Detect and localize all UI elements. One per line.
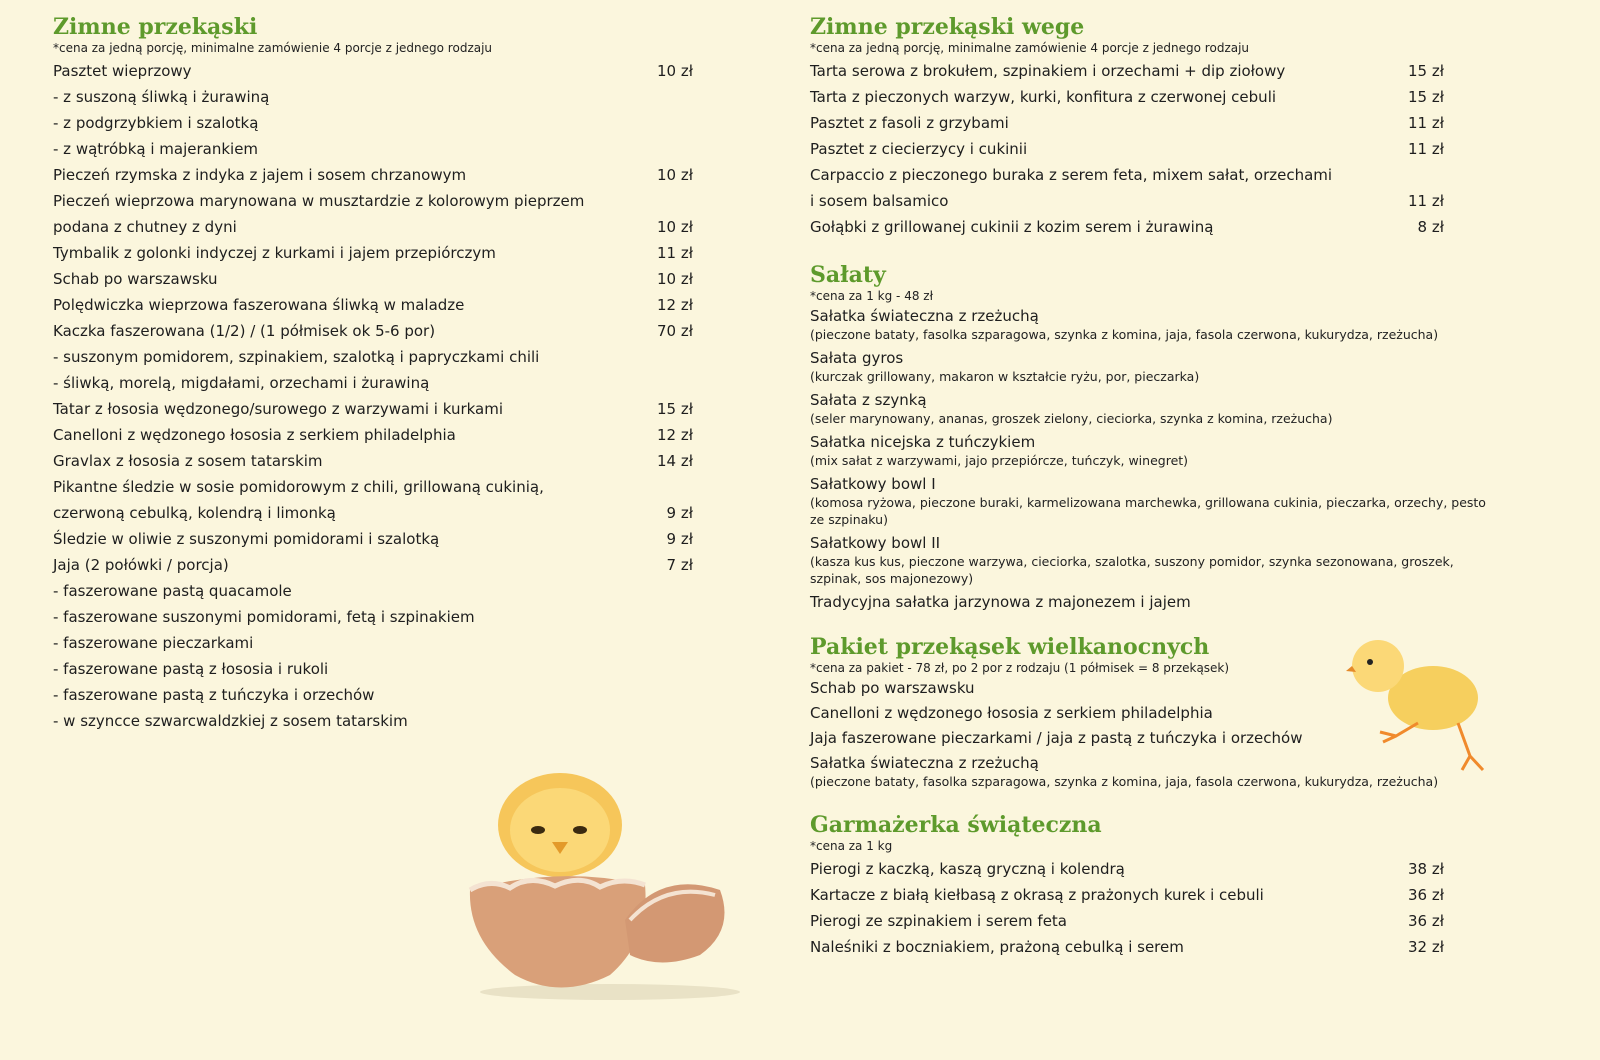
menu-item-name: Carpaccio z pieczonego buraka z serem feta, mixem sałat, orzechami (810, 166, 1333, 184)
menu-item-name: Gravlax z łososia z sosem tatarskim (53, 452, 323, 470)
menu-item-name: Tatar z łososia wędzonego/surowego z warzywami i kurkami (53, 400, 504, 418)
menu-item-price: 38 zł (1408, 860, 1444, 878)
section-title: Zimne przekąski wege (810, 14, 1085, 40)
menu-item-price: 15 zł (657, 400, 693, 418)
menu-item (810, 533, 1490, 587)
menu-item-name: - faszerowane suszonymi pomidorami, fetą i szpinakiem (53, 608, 475, 626)
menu-item (810, 136, 1444, 162)
menu-item-price: 9 zł (666, 504, 693, 522)
section-title: Pakiet przekąsek wielkanocnych (810, 634, 1210, 660)
menu-item-name: - z suszoną śliwką i żurawiną (53, 88, 270, 106)
menu-item (810, 348, 1490, 385)
menu-item-name: Pieczeń wieprzowa marynowana w musztardzie z kolorowym pieprzem (53, 192, 585, 210)
menu-item (53, 578, 693, 604)
menu-item-name: Schab po warszawsku (810, 679, 975, 697)
menu-item-name: Tymbalik z golonki indyczej z kurkami i jajem przepiórczym (53, 244, 496, 262)
menu-item-name: podana z chutney z dyni (53, 218, 237, 236)
menu-item-name: Sałata z szynką (810, 391, 927, 409)
menu-item (53, 474, 693, 500)
menu-item-name: Tarta serowa z brokułem, szpinakiem i orzechami + dip ziołowy (810, 62, 1286, 80)
menu-item-description: (kasza kus kus, pieczone warzywa, cieciorka, szalotka, suszony pomidor, szynka sezonowana, groszek, szpinak, sos majonezowy) (810, 554, 1454, 586)
menu-item (53, 292, 693, 318)
menu-item (810, 856, 1444, 882)
menu-item (53, 396, 693, 422)
menu-item-name: czerwoną cebulką, kolendrą i limonką (53, 504, 336, 522)
menu-item-price: 11 zł (1408, 114, 1444, 132)
menu-item-name: Sałata gyros (810, 349, 904, 367)
menu-item-name: Kaczka faszerowana (1/2) / (1 półmisek ok 5-6 por) (53, 322, 436, 340)
menu-item-name: Sałatka nicejska z tuńczykiem (810, 433, 1036, 451)
menu-item (810, 58, 1444, 84)
menu-item-price: 15 zł (1408, 62, 1444, 80)
menu-item-description: (pieczone bataty, fasolka szparagowa, szynka z komina, jaja, fasola czerwona, kukurydza, rzeżucha) (810, 327, 1439, 342)
menu-item-name: Pierogi z kaczką, kaszą gryczną i kolendrą (810, 860, 1125, 878)
menu-item (810, 188, 1444, 214)
menu-item-description: (kurczak grillowany, makaron w kształcie ryżu, por, pieczarka) (810, 369, 1200, 384)
menu-item (53, 58, 693, 84)
walking-chick-icon (1338, 628, 1498, 778)
section-zimne-przekaski-wege (810, 14, 1490, 240)
menu-item (810, 306, 1490, 343)
menu-item-description: (seler marynowany, ananas, groszek zielony, cieciorka, szynka z komina, rzeżucha) (810, 411, 1333, 426)
section-note: *cena za jedną porcję, minimalne zamówienie 4 porcje z jednego rodzaju (810, 41, 1250, 55)
menu-item-name: Jaja faszerowane pieczarkami / jaja z pastą z tuńczyka i orzechów (810, 729, 1303, 747)
menu-item-price: 14 zł (657, 452, 693, 470)
menu-item-name: Pasztet z ciecierzycy i cukinii (810, 140, 1028, 158)
menu-item-price: 15 zł (1408, 88, 1444, 106)
menu-item-price: 10 zł (657, 166, 693, 184)
menu-item-name: Śledzie w oliwie z suszonymi pomidorami i szalotką (53, 530, 440, 548)
menu-item-name: Gołąbki z grillowanej cukinii z kozim serem i żurawiną (810, 218, 1214, 236)
menu-item-price: 10 zł (657, 218, 693, 236)
menu-item-name: Naleśniki z boczniakiem, prażoną cebulką i serem (810, 938, 1184, 956)
menu-item (810, 84, 1444, 110)
menu-item (53, 422, 693, 448)
section-garmazerka (810, 812, 1490, 960)
menu-item-price: 12 zł (657, 426, 693, 444)
menu-item (53, 552, 693, 578)
menu-item (810, 882, 1444, 908)
section-note: *cena za jedną porcję, minimalne zamówienie 4 porcje z jednego rodzaju (53, 41, 493, 55)
menu-item (53, 682, 693, 708)
left-column (53, 14, 693, 756)
menu-item (810, 162, 1444, 188)
menu-item-price: 36 zł (1408, 912, 1444, 930)
menu-item-price: 36 zł (1408, 886, 1444, 904)
menu-item-name: i sosem balsamico (810, 192, 949, 210)
menu-item-name: Kartacze z białą kiełbasą z okrasą z prażonych kurek i cebuli (810, 886, 1264, 904)
menu-item-name: Polędwiczka wieprzowa faszerowana śliwką w maladze (53, 296, 465, 314)
menu-item-name: Pieczeń rzymska z indyka z jajem i sosem chrzanowym (53, 166, 467, 184)
menu-item-name: Pasztet z fasoli z grzybami (810, 114, 1009, 132)
menu-item-price: 10 zł (657, 270, 693, 288)
section-title: Zimne przekąski (53, 14, 258, 40)
menu-item (53, 604, 693, 630)
menu-item-name: - śliwką, morelą, migdałami, orzechami i żurawiną (53, 374, 430, 392)
menu-item-price: 11 zł (1408, 192, 1444, 210)
menu-item-name: Tradycyjna sałatka jarzynowa z majonezem i jajem (810, 593, 1191, 611)
menu-item (53, 448, 693, 474)
menu-item-name: - faszerowane pieczarkami (53, 634, 254, 652)
menu-item-description: (mix sałat z warzywami, jajo przepiórcze, tuńczyk, winegret) (810, 453, 1189, 468)
menu-item-description: (komosa ryżowa, pieczone buraki, karmelizowana marchewka, grillowana cukinia, pieczarka, orzechy, pesto ze szpinaku) (810, 495, 1486, 527)
section-title: Sałaty (810, 262, 886, 288)
menu-item-name: Tarta z pieczonych warzyw, kurki, konfitura z czerwonej cebuli (810, 88, 1277, 106)
menu-item-price: 10 zł (657, 62, 693, 80)
menu-item (810, 592, 1490, 612)
menu-item-price: 11 zł (657, 244, 693, 262)
menu-item-price: 32 zł (1408, 938, 1444, 956)
section-note: *cena za pakiet - 78 zł, po 2 por z rodzaju (1 półmisek = 8 przekąsek) (810, 661, 1230, 675)
menu-item-name: Sałatka świateczna z rzeżuchą (810, 307, 1039, 325)
menu-item (810, 934, 1444, 960)
menu-list (810, 306, 1490, 612)
menu-item-price: 70 zł (657, 322, 693, 340)
menu-item-price: 9 zł (666, 530, 693, 548)
menu-item-name: - faszerowane pastą z tuńczyka i orzechów (53, 686, 375, 704)
menu-item (810, 110, 1444, 136)
menu-item-name: Jaja (2 połówki / porcja) (53, 556, 229, 574)
menu-item-name: Pasztet wieprzowy (53, 62, 192, 80)
menu-item-name: Schab po warszawsku (53, 270, 218, 288)
section-zimne-przekaski (53, 14, 693, 734)
menu-list (810, 58, 1490, 240)
section-title: Garmażerka świąteczna (810, 812, 1102, 838)
menu-item-name: - z wątróbką i majerankiem (53, 140, 259, 158)
menu-list (810, 856, 1490, 960)
menu-item (810, 214, 1444, 240)
menu-item (53, 708, 693, 734)
menu-item (53, 318, 693, 344)
menu-item-name: - w szyncce szwarcwaldzkiej z sosem tatarskim (53, 712, 408, 730)
menu-item (53, 344, 693, 370)
menu-item (53, 240, 693, 266)
menu-item (53, 188, 693, 214)
menu-item (53, 500, 693, 526)
menu-item (53, 84, 693, 110)
chick-in-egg-icon (460, 770, 750, 1000)
right-column (810, 14, 1490, 982)
menu-item (810, 390, 1490, 427)
menu-item-name: - faszerowane pastą z łososia i rukoli (53, 660, 329, 678)
menu-item-name: Canelloni z wędzonego łososia z serkiem philadelphia (810, 704, 1213, 722)
menu-list (53, 58, 693, 734)
menu-item (810, 908, 1444, 934)
section-note: *cena za 1 kg (810, 839, 893, 853)
menu-item (810, 474, 1490, 528)
menu-item-name: Canelloni z wędzonego łososia z serkiem philadelphia (53, 426, 456, 444)
section-salaty (810, 262, 1490, 612)
menu-item-name: Pierogi ze szpinakiem i serem feta (810, 912, 1067, 930)
menu-item (53, 370, 693, 396)
menu-item (53, 526, 693, 552)
menu-item-description: (pieczone bataty, fasolka szparagowa, szynka z komina, jaja, fasola czerwona, kukurydza, rzeżucha) (810, 774, 1439, 789)
section-note: *cena za 1 kg - 48 zł (810, 289, 933, 303)
menu-item-price: 11 zł (1408, 140, 1444, 158)
menu-item-price: 12 zł (657, 296, 693, 314)
menu-item (53, 656, 693, 682)
menu-item-name: Sałatkowy bowl I (810, 475, 936, 493)
menu-item-name: Pikantne śledzie w sosie pomidorowym z chili, grillowaną cukinią, (53, 478, 544, 496)
menu-item (53, 630, 693, 656)
menu-item-name: - z podgrzybkiem i szalotką (53, 114, 259, 132)
menu-item (53, 162, 693, 188)
menu-item (53, 136, 693, 162)
menu-item-price: 7 zł (666, 556, 693, 574)
menu-item-name: Sałatkowy bowl II (810, 534, 941, 552)
menu-item-price: 8 zł (1417, 218, 1444, 236)
menu-item (53, 110, 693, 136)
menu-item-name: - suszonym pomidorem, szpinakiem, szalotką i papryczkami chili (53, 348, 540, 366)
menu-item (53, 266, 693, 292)
menu-item (53, 214, 693, 240)
menu-item-name: - faszerowane pastą quacamole (53, 582, 292, 600)
menu-item-name: Sałatka świateczna z rzeżuchą (810, 754, 1039, 772)
menu-item (810, 432, 1490, 469)
